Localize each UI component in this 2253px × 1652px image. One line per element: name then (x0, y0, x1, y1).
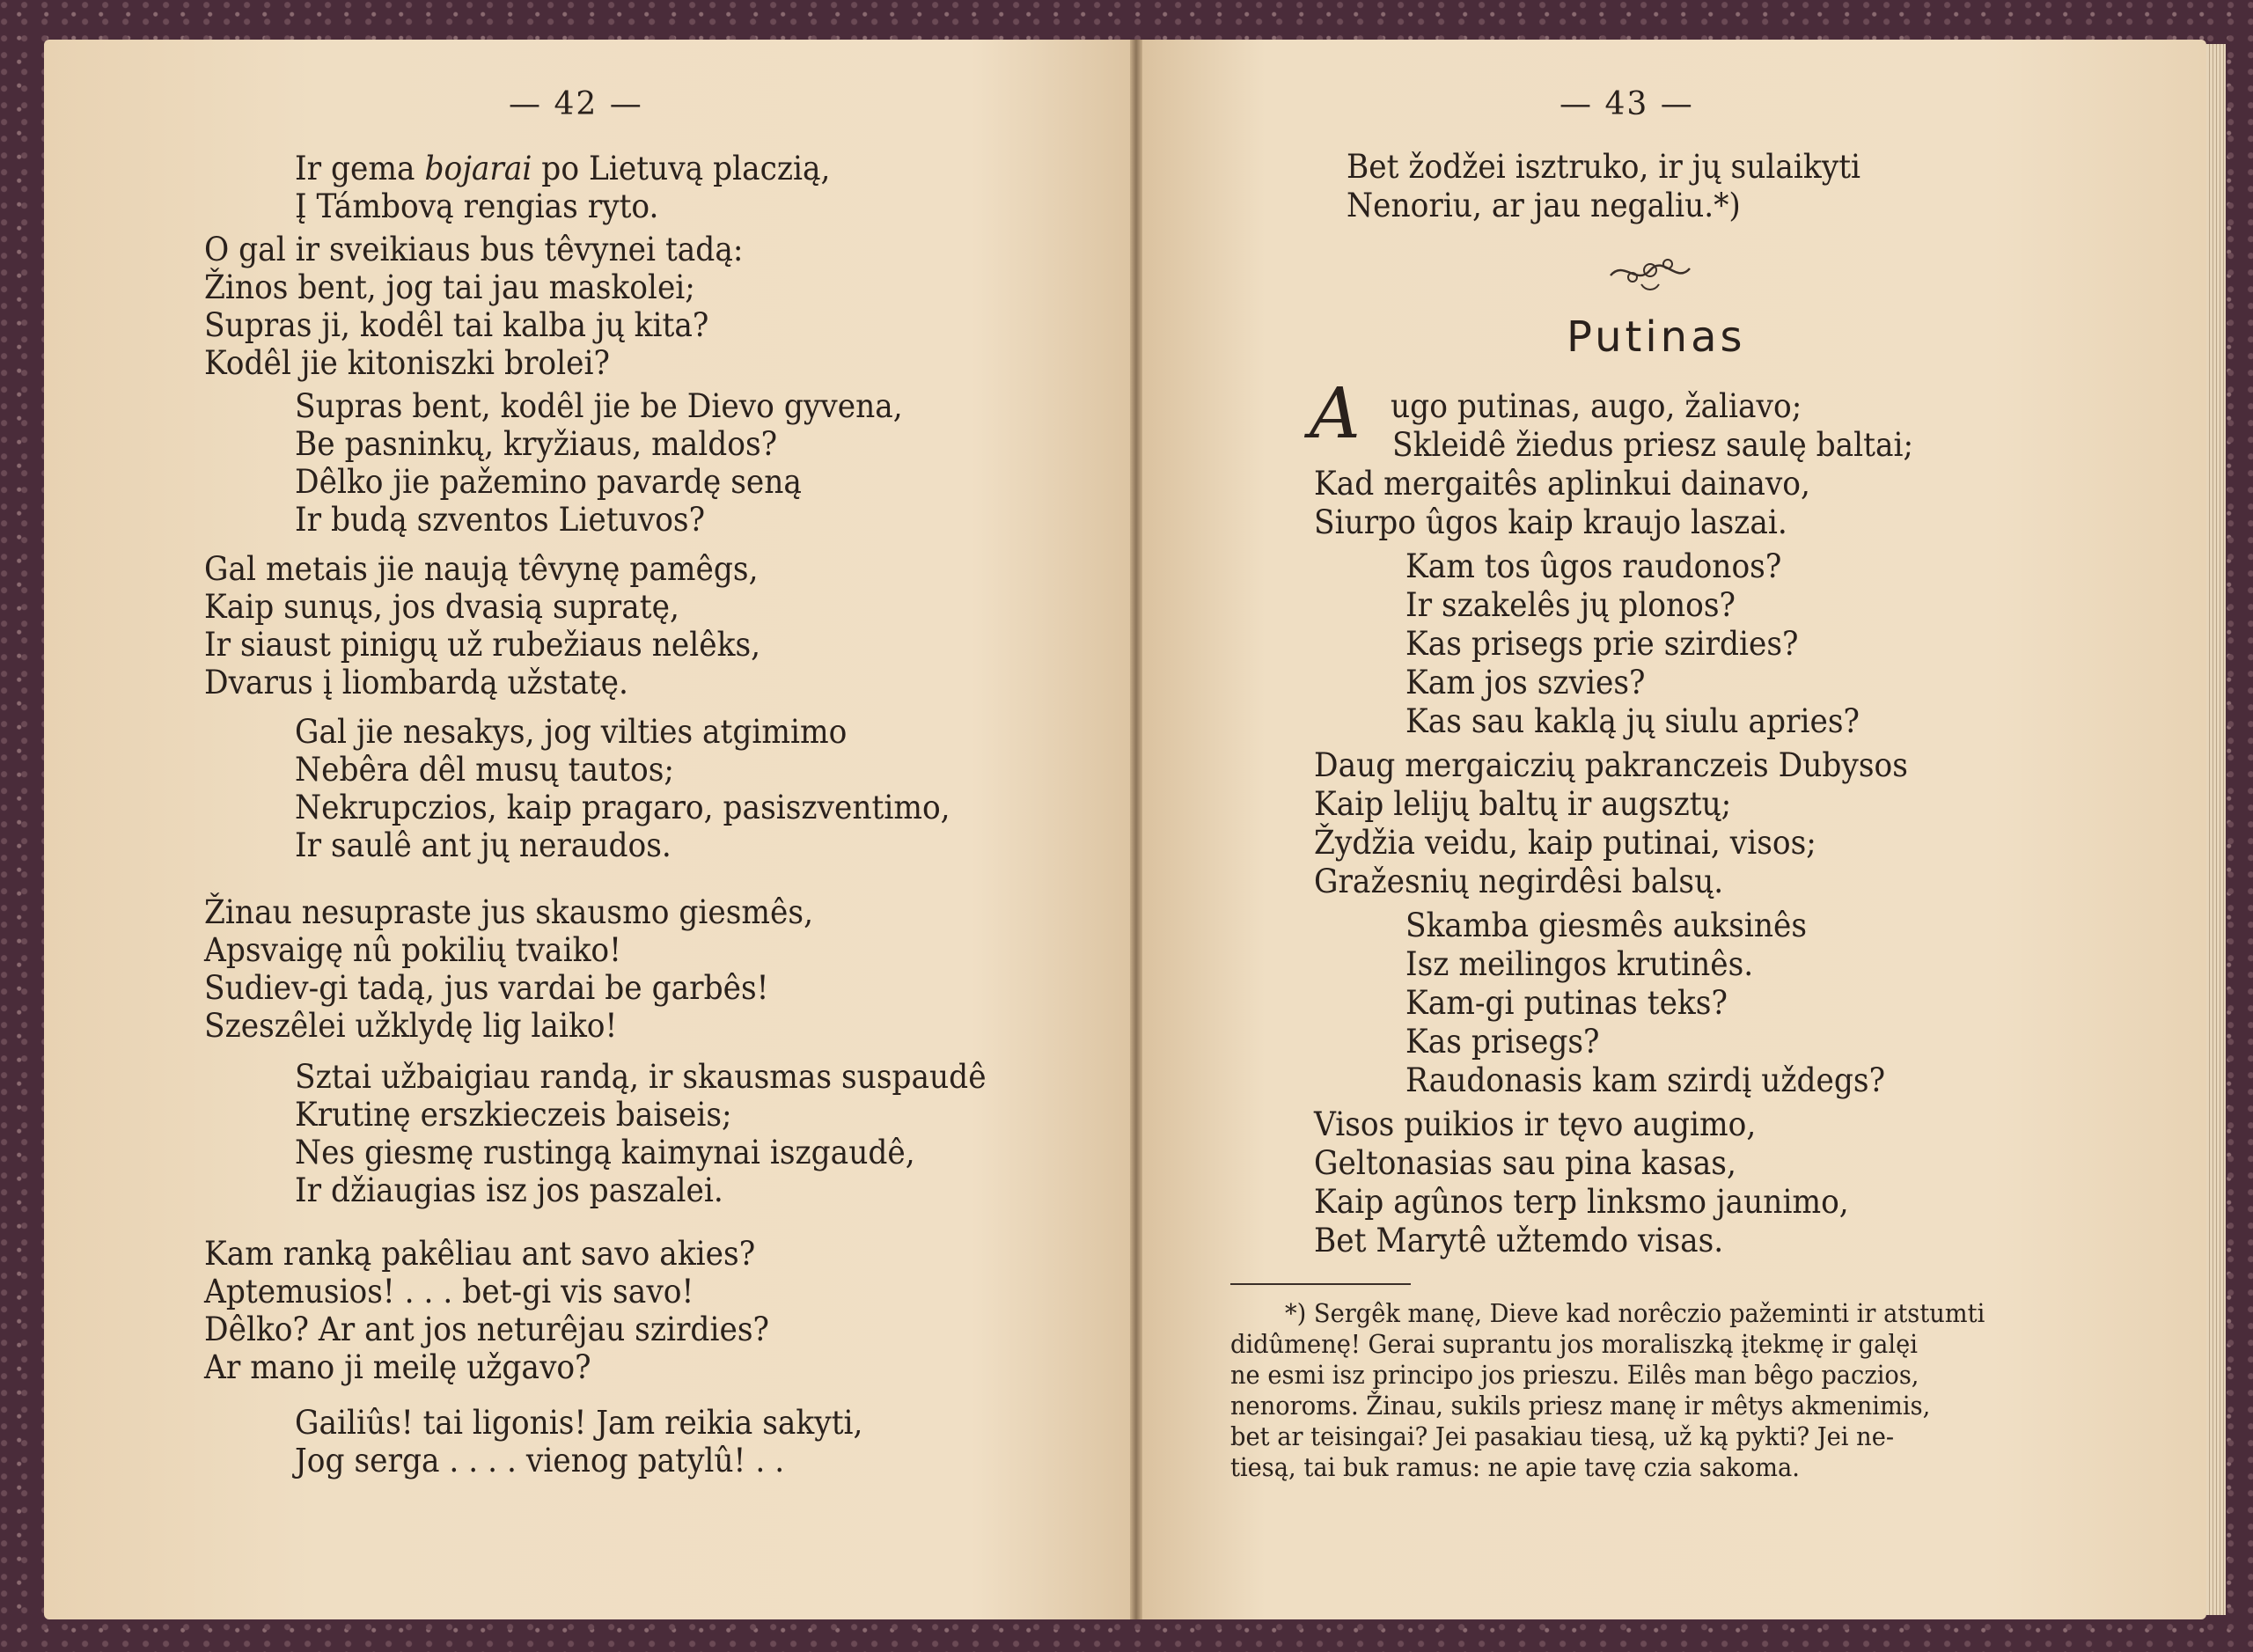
poem-line: Kas prisegs prie szirdies? (1405, 625, 1799, 663)
poem-line: Visos puikios ir tęvo augimo, (1314, 1105, 1757, 1143)
poem-line: Žinos bent, jog tai jau maskolei; (204, 268, 695, 306)
poem-line: Daug mergaiczių pakranczeis Dubysos (1314, 746, 1908, 784)
poem-line: O gal ir sveikiaus bus têvynei tadą: (204, 231, 744, 268)
poem-line: Nes giesmę rustingą kaimynai iszgaudê, (295, 1134, 915, 1171)
poem-line: Dvarus į liombardą užstatę. (204, 664, 628, 701)
poem-line: Siurpo ûgos kaip kraujo laszai. (1314, 503, 1787, 541)
poem-line: Krutinę erszkieczeis baiseis; (295, 1096, 732, 1134)
drop-cap: A (1310, 372, 1361, 454)
footnote-line: didûmenę! Gerai suprantu jos moraliszką įtekmę ir galęi (1230, 1329, 1919, 1359)
poem-line: Nenoriu, ar jau negaliu.*) (1347, 187, 1741, 224)
poem-line: Kam tos ûgos raudonos? (1405, 547, 1782, 585)
poem-line: Kam ranką pakêliau ant savo akies? (204, 1235, 756, 1273)
poem-line: Nekrupczios, kaip pragaro, pasiszventimo, (295, 789, 950, 826)
poem-line: Ir gema bojarai po Lietuvą placzią, (295, 150, 831, 187)
poem-line: Kas prisegs? (1405, 1023, 1600, 1061)
poem-line: Gražesnių negirdêsi balsų. (1314, 863, 1724, 900)
page-number-right: — 43 — (1559, 86, 1694, 122)
poem-line: Kam-gi putinas teks? (1405, 984, 1728, 1022)
poem-line: ugo putinas, augo, žaliavo; (1391, 387, 1802, 425)
poem-line: Aptemusios! . . . bet-gi vis savo! (204, 1273, 694, 1311)
poem-line: Ir džiaugias isz jos paszalei. (295, 1171, 723, 1209)
footnote-line: nenoroms. Žinau, sukils priesz manę ir mêtys akmenimis, (1230, 1391, 1931, 1421)
poem-line: Nebêra dêl musų tautos; (295, 751, 674, 789)
poem-line: Supras bent, kodêl jie be Dievo gyvena, (295, 387, 903, 425)
poem-line: Kaip agûnos terp linksmo jaunimo, (1314, 1183, 1849, 1221)
poem-line: Supras ji, kodêl tai kalba jų kita? (204, 306, 709, 344)
poem-line: Gal metais jie naują têvynę pamêgs, (204, 550, 759, 588)
poem-line: Kad mergaitês aplinkui dainavo, (1314, 465, 1810, 503)
poem-line: Apsvaigę nû pokilių tvaiko! (204, 931, 621, 969)
poem-line: Sudiev-gi tadą, jus vardai be garbês! (204, 969, 769, 1007)
footnote-line: ne esmi isz principo jos prieszu. Eilês man bêgo paczios, (1230, 1360, 1919, 1390)
poem-line: Žydžia veidu, kaip putinai, visos; (1314, 824, 1816, 862)
poem-line: Dêlko? Ar ant jos neturêjau szirdies? (204, 1311, 769, 1348)
footnote-line: *) Sergêk manę, Dieve kad norêczio pažeminti ir atstumti (1285, 1298, 1985, 1328)
poem-line: Ir siaust pinigų už rubežiaus nelêks, (204, 626, 761, 664)
floral-ornament-icon (1602, 251, 1699, 295)
footnote-rule (1230, 1283, 1411, 1285)
poem-line: Raudonasis kam szirdį uždegs? (1405, 1061, 1886, 1099)
poem-line: Kaip lelijų baltų ir augsztų; (1314, 785, 1732, 823)
poem-line: Jog serga . . . . vienog patylû! . . (295, 1442, 785, 1479)
poem-line: Skamba giesmês auksinês (1405, 907, 1808, 944)
poem-line: Ir saulê ant jų neraudos. (295, 826, 671, 864)
poem-line: Be pasninkų, kryžiaus, maldos? (295, 425, 778, 463)
poem-line: Skleidê žiedus priesz saulę baltai; (1392, 426, 1914, 464)
poem-line: Geltonasias sau pina kasas, (1314, 1144, 1736, 1182)
poem-line: Isz meilingos krutinês. (1405, 945, 1754, 983)
poem-line: Sztai užbaigiau randą, ir skausmas suspaudê (295, 1058, 987, 1096)
footnote-line: tiesą, tai buk ramus: ne apie tavę czia sakoma. (1230, 1452, 1800, 1482)
poem-line: Ir budą szventos Lietuvos? (295, 501, 706, 539)
poem-line: Dêlko jie pažemino pavardę seną (295, 463, 802, 501)
poem-line: Bet Marytê užtemdo visas. (1314, 1222, 1724, 1259)
poem-line: Kaip sunųs, jos dvasią supratę, (204, 588, 679, 626)
poem-line: Gailiûs! tai ligonis! Jam reikia sakyti, (295, 1404, 863, 1442)
footnote-line: bet ar teisingai? Jei pasakiau tiesą, už ką pykti? Jei ne- (1230, 1421, 1895, 1451)
poem-line: Į Támbovą rengias ryto. (295, 187, 659, 225)
poem-line: Bet žodžei isztruko, ir jų sulaikyti (1347, 148, 1861, 186)
page-number-left: — 42 — (509, 86, 643, 122)
book-gutter (1130, 40, 1142, 1619)
poem-line: Szeszêlei užklydę lig laiko! (204, 1007, 618, 1045)
page-edges (2206, 44, 2226, 1615)
poem-line: Žinau nesupraste jus skausmo giesmês, (204, 893, 814, 931)
poem-line: Ir szakelês jų plonos? (1405, 586, 1736, 624)
poem-line: Kam jos szvies? (1405, 664, 1646, 701)
poem-line: Kodêl jie kitoniszki brolei? (204, 344, 610, 382)
poem-title: Putinas (1567, 312, 1746, 362)
poem-line: Ar mano ji meilę užgavo? (204, 1348, 591, 1386)
poem-line: Gal jie nesakys, jog vilties atgimimo (295, 713, 848, 751)
poem-line: Kas sau kaklą jų siulu apries? (1405, 702, 1860, 740)
